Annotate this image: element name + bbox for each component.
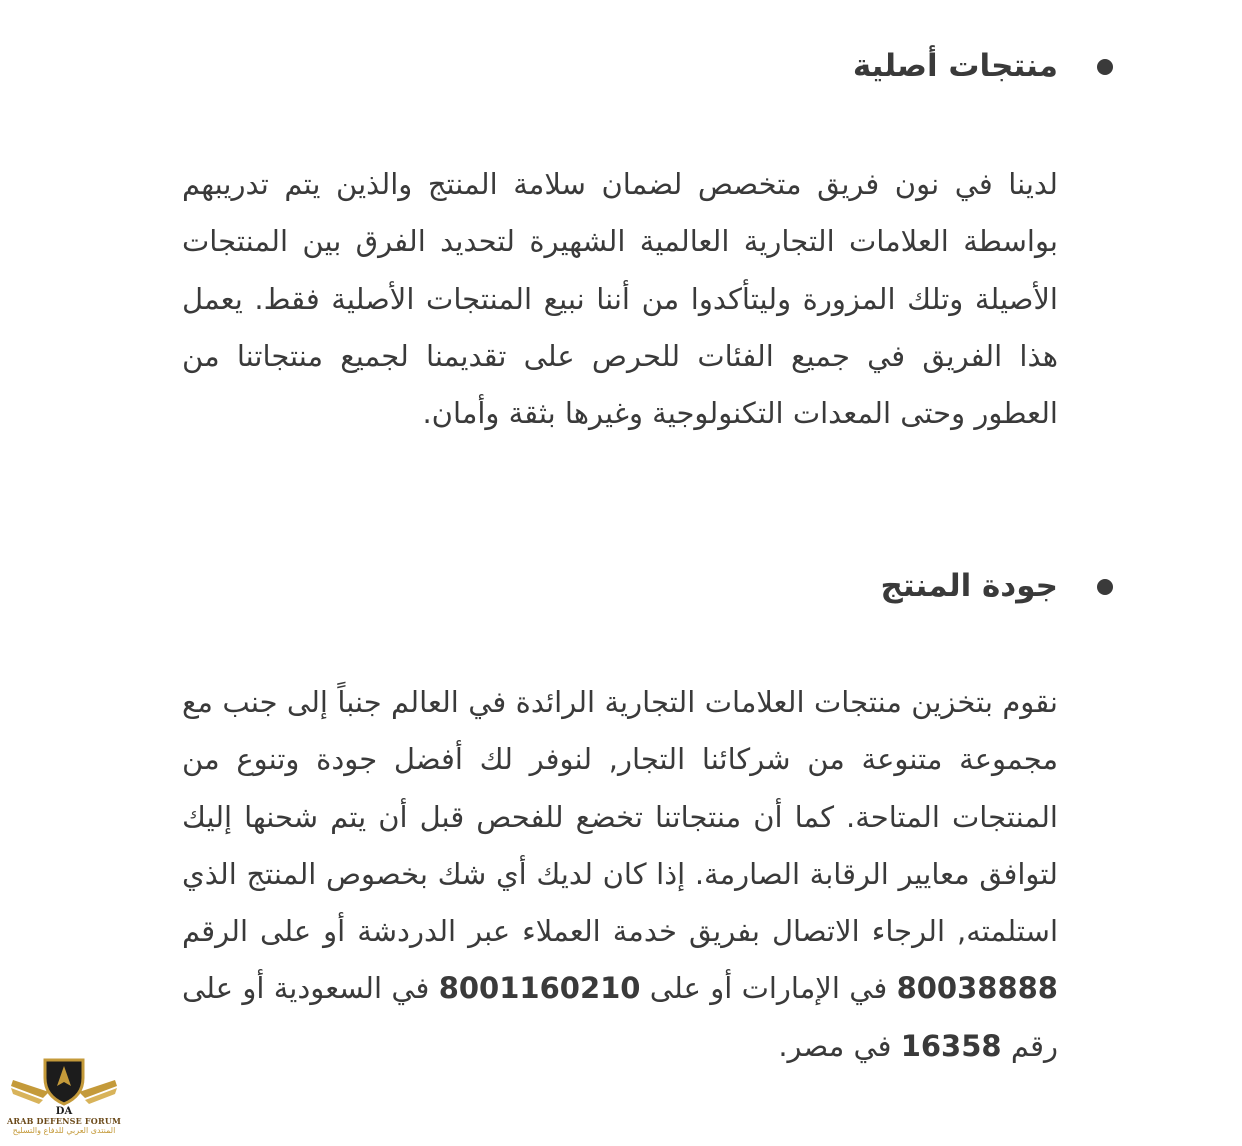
section-heading-product-quality <box>182 566 1058 606</box>
phone-number-uae: 80038888 <box>896 971 1058 1006</box>
bullet-icon <box>1097 579 1113 595</box>
forum-watermark <box>6 1052 122 1144</box>
bullet-icon <box>1097 59 1113 75</box>
paragraph-text: نقوم بتخزين منتجات العلامات التجارية الرائدة في العالم جنباً إلى جنب مع مجموعة متنوعة من شركائنا التجار, لنوفر لك أفضل جودة وتنوع من المنتجات المتاحة. كما أن منتجاتنا تخضع للفحص قبل أن يتم شحنها إليك لتوافق معايير الرقابة الصارمة. إذا كان لديك أي شك بخصوص المنتج الذي استلمته, الرجاء الاتصال بفريق خدمة العملاء عبر الدردشة أو على الرقم <box>182 685 1058 949</box>
forum-name-english: ARAB DEFENSE FORUM <box>6 1116 122 1126</box>
section-paragraph-product-quality <box>182 674 1058 1075</box>
section-heading-text: جودة المنتج <box>880 568 1058 604</box>
phone-number-egypt: 16358 <box>900 1028 1002 1063</box>
forum-name-arabic: المنتدى العربي للدفاع والتسليح <box>12 1126 116 1135</box>
section-heading-text: منتجات أصلية <box>852 48 1058 84</box>
forum-logo-icon <box>9 1052 119 1116</box>
phone-number-ksa: 8001160210 <box>438 971 641 1006</box>
paragraph-text: في مصر. <box>778 1028 901 1063</box>
logo-text: DA <box>55 1106 73 1116</box>
paragraph-text: في السعودية أو على رقم <box>182 971 1058 1063</box>
section-heading-original-products <box>182 46 1058 86</box>
paragraph-text: في الإمارات أو على <box>640 971 897 1006</box>
section-paragraph-original-products: لدينا في نون فريق متخصص لضمان سلامة المنتج والذين يتم تدريبهم بواسطة العلامات التجارية العالمية الشهيرة لتحديد الفرق بين المنتجات الأصيلة وتلك المزورة وليتأكدوا من أننا نبيع المنتجات الأصلية فقط. يعمل هذا الفريق في جميع الفئات للحرص على تقديمنا لجميع منتجاتنا من العطور وحتى المعدات التكنولوجية وغيرها بثقة وأمان. <box>182 167 1058 431</box>
